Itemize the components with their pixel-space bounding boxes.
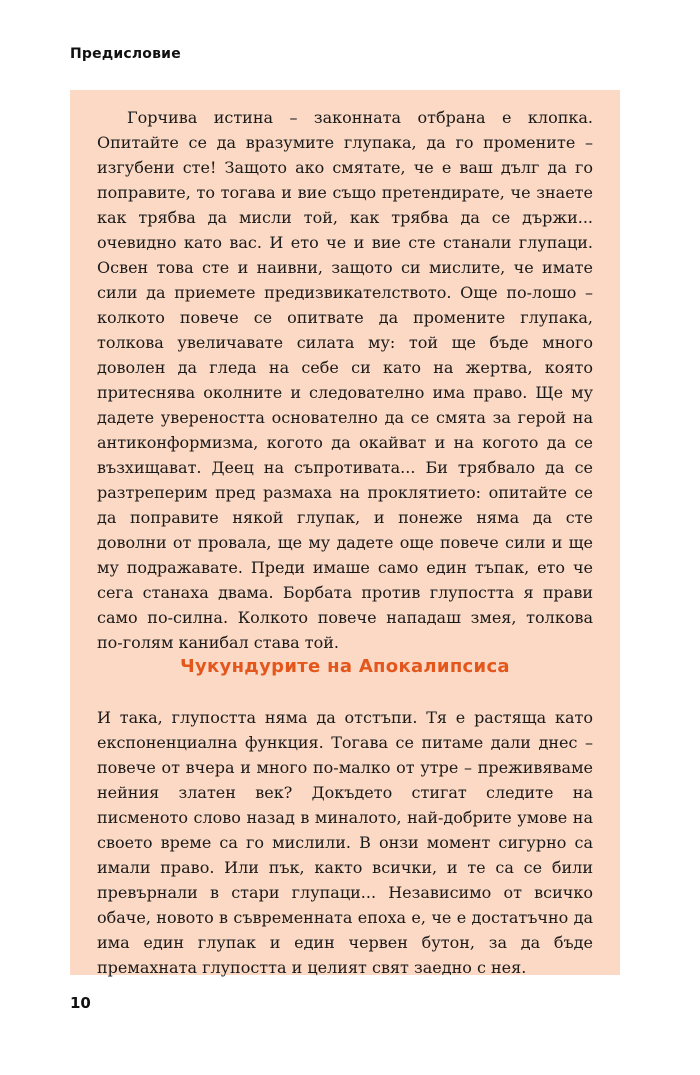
highlight-box — [70, 90, 620, 975]
page-number: 10 — [70, 994, 91, 1012]
body-paragraph-2: И така, глупостта няма да отстъпи. Тя е растяща като експоненциална функция. Тогава се питаме дали днес – повече от вчера и много по-малко от утре – преживяваме нейния златен век? Докъдето стигат следите на писменото слово назад в миналото, най-добрите умове на своето време са го мислили. В онзи момент сигурно са имали право. Или пък, както всички, и те са се били превърнали в стари глупаци... Независимо от всичко обаче, новото в съвременната епоха е, че е достатъчно да има един глупак и един червен бутон, за да бъде премахната глупостта и целият свят заедно с нея. — [97, 708, 593, 977]
body-paragraph-1: Горчива истина – законната отбрана е клопка. Опитайте се да вразумите глупака, да го промените – изгубени сте! Защото ако смятате, че е ваш дълг да го поправите, то тогава и вие също претендирате, че знаете как трябва да мисли той, как трябва да се държи... очевидно като вас. И ето че и вие сте станали глупаци. Освен това сте и наивни, защото си мислите, че имате сили да приемете предизвикателството. Още по-лошо – колкото повече се опитвате да промените глупака, толкова увеличавате силата му: той ще бъде много доволен да гледа на себе си като на жертва, която притеснява околните и следователно има право. Ще му дадете увереността основателно да се смята за герой на антиконформизма, когото да окайват и на когото да се възхищават. Деец на съпротивата... Би трябвало да се разтреперим пред размаха на проклятието: опитайте се да поправите някой глупак, и понеже няма да сте доволни от провала, ще му дадете още повече сили и ще му подражавате. Преди имаше само един тъпак, ето че сега станаха двама. Борбата против глупостта я прави само по-силна. Колкото повече нападаш змея, толкова по-голям канибал става той. — [97, 108, 593, 652]
section-subheading: Чукундурите на Апокалипсиса — [180, 656, 510, 677]
running-header: Предисловие — [70, 46, 181, 62]
